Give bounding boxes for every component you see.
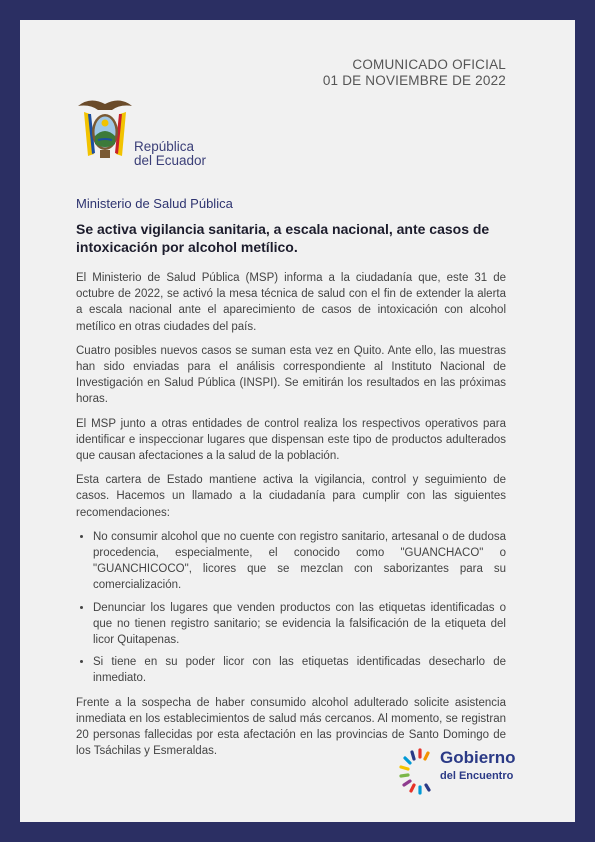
list-item: • No consumir alcohol que no cuente con registro sanitario, artesanal o de dudosa procedencia, especialmente, el conocido como "GUANCHACO" o "GUANCHICOCO", licores que se mezclan con saborizantes para su comercialización. <box>93 529 506 594</box>
republic-logo <box>76 96 236 186</box>
list-item: • Si tiene en su poder licor con las etiquetas identificadas desecharlo de inmediato. <box>93 654 506 686</box>
recommendations-list <box>76 529 506 687</box>
sunburst-icon <box>398 746 438 796</box>
communique-label: COMUNICADO OFICIAL <box>352 57 506 72</box>
paragraph: Cuatro posibles nuevos casos se suman esta vez en Quito. Ante ello, las muestras han sido enviadas para el análisis correspondiente al Instituto Nacional de Investigación en Salud Pública (INSPI). Se emitirán los resultados en las próximas horas. <box>76 344 506 406</box>
document-page <box>20 20 575 822</box>
list-item: • Denunciar los lugares que venden productos con las etiquetas identificadas o que no tienen registro sanitario; se evidencia la falsificación de la etiqueta del licor Quitapenas. <box>93 600 506 649</box>
republic-name-line2: del Ecuador <box>134 153 207 168</box>
communique-date: 01 DE NOVIEMBRE DE 2022 <box>322 73 506 88</box>
republic-name-line1: República <box>134 139 195 154</box>
body-text <box>76 270 506 767</box>
gobierno-subtitle: del Encuentro <box>440 770 514 782</box>
headline: Se activa vigilancia sanitaria, a escala nacional, ante casos de intoxicación por alcohol metílico. <box>76 221 490 255</box>
paragraph: El MSP junto a otras entidades de control realiza los respectivos operativos para identificar e inspeccionar lugares que dispensan este tipo de productos adulterados que causan afectaciones a la salud de la población. <box>76 417 506 463</box>
gobierno-logo <box>398 746 538 806</box>
coat-of-arms-icon <box>76 96 134 162</box>
communique-header <box>323 57 506 89</box>
ministry-name: Ministerio de Salud Pública <box>76 196 233 211</box>
closing-paragraph: Frente a la sospecha de haber consumido alcohol adulterado solicite asistencia inmediata en los establecimientos de salud más cercanos. Al momento, se registran 20 personas fallecidas por esta afectación en las provincias de Santo Domingo de los Tsáchilas y Esmeraldas. <box>76 696 506 758</box>
gobierno-title: Gobierno <box>440 748 516 767</box>
paragraph: Esta cartera de Estado mantiene activa la vigilancia, control y seguimiento de casos. Hacemos un llamado a la ciudadanía para cumplir con las siguientes recomendaciones: <box>76 474 506 519</box>
republic-name <box>134 140 206 168</box>
paragraph: El Ministerio de Salud Pública (MSP) informa a la ciudadanía que, este 31 de octubre de 2022, se activó la mesa técnica de salud con el fin de extender la alerta a escala nacional ante el aparecimiento de casos de intoxicación con alcohol metílico en otras ciudades del país. <box>76 272 506 333</box>
